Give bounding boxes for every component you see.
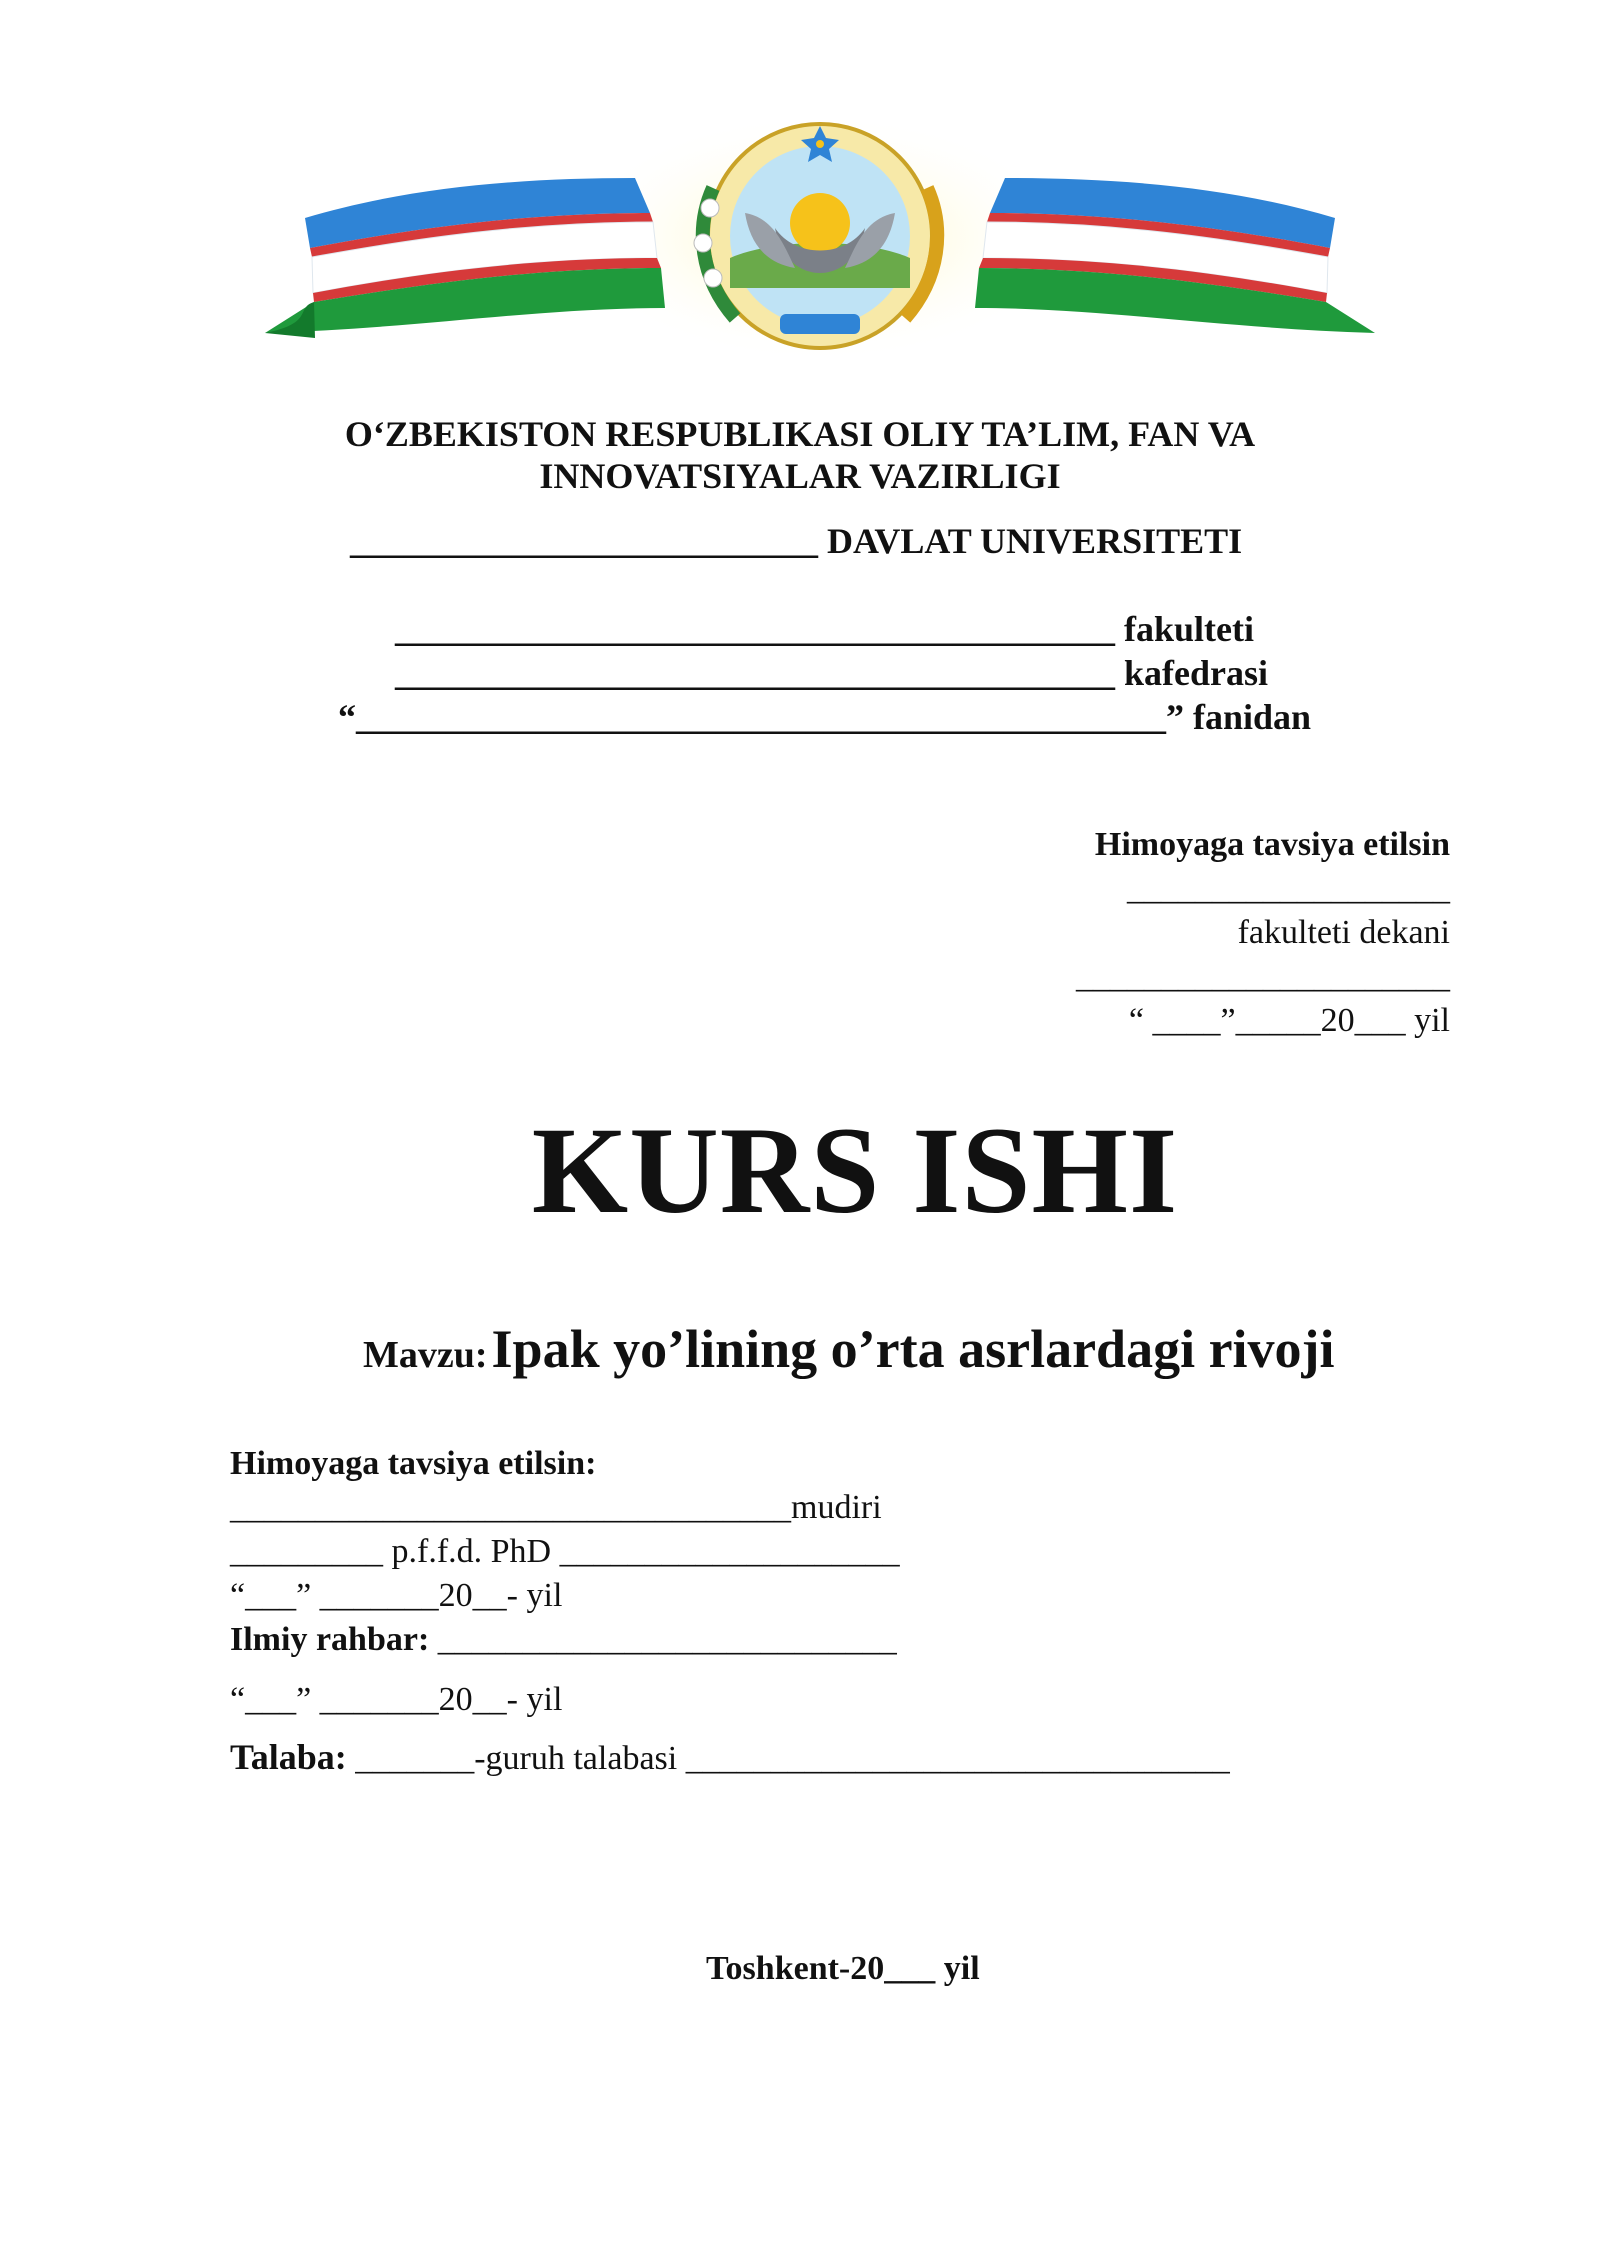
- dean-signature-line: ___________________: [1127, 870, 1450, 907]
- approval-date-2: “___” _______20__- yil: [230, 1681, 563, 1718]
- head-signature-line: _________________________________mudiri: [230, 1489, 882, 1526]
- topic-label: Mavzu:: [363, 1334, 488, 1376]
- approval-date-1: “___” _______20__- yil: [230, 1577, 563, 1614]
- ministry-line-1: O‘ZBEKISTON RESPUBLIKASI OLIY TA’LIM, FAN VA: [344, 414, 1256, 454]
- topic-line: [363, 1318, 1335, 1380]
- supervisor-line: [230, 1621, 897, 1659]
- student-label: Talaba:: [230, 1737, 347, 1777]
- topic-value: Ipak yo’lining o’rta asrlardagi rivoji: [491, 1319, 1335, 1379]
- dean-recommend-label: Himoyaga tavsiya etilsin: [1094, 826, 1450, 863]
- phd-line: _________ p.f.f.d. PhD ____________________: [230, 1533, 900, 1570]
- student-line: [230, 1736, 1230, 1778]
- faculty-line: ________________________________________ fakulteti: [395, 609, 1254, 649]
- department-line: ________________________________________ kafedrasi: [395, 653, 1268, 693]
- state-emblem-flag-logo: [255, 118, 1385, 358]
- dean-label: fakulteti dekani: [1237, 914, 1450, 951]
- document-title: KURS ISHI: [531, 1102, 1179, 1239]
- dean-date: “ ____”_____20___ yil: [1128, 1002, 1450, 1039]
- student-signature: _______-guruh talabasi ________________________________: [346, 1740, 1230, 1777]
- supervisor-signature: ___________________________: [429, 1621, 897, 1658]
- subject-line: “_____________________________________________” fanidan: [338, 697, 1312, 737]
- ministry-line-2: INNOVATSIYALAR VAZIRLIGI: [539, 456, 1061, 496]
- supervisor-label: Ilmiy rahbar:: [230, 1621, 430, 1658]
- flag-ribbon-right: [975, 178, 1375, 333]
- university-line: __________________________ DAVLAT UNIVERSITETI: [350, 521, 1243, 561]
- city-year: Toshkent-20___ yil: [706, 1950, 980, 1987]
- dean-name-line: ______________________: [1076, 958, 1450, 995]
- flag-ribbon-left: [265, 178, 665, 338]
- approval-recommend-label: Himoyaga tavsiya etilsin:: [230, 1445, 597, 1482]
